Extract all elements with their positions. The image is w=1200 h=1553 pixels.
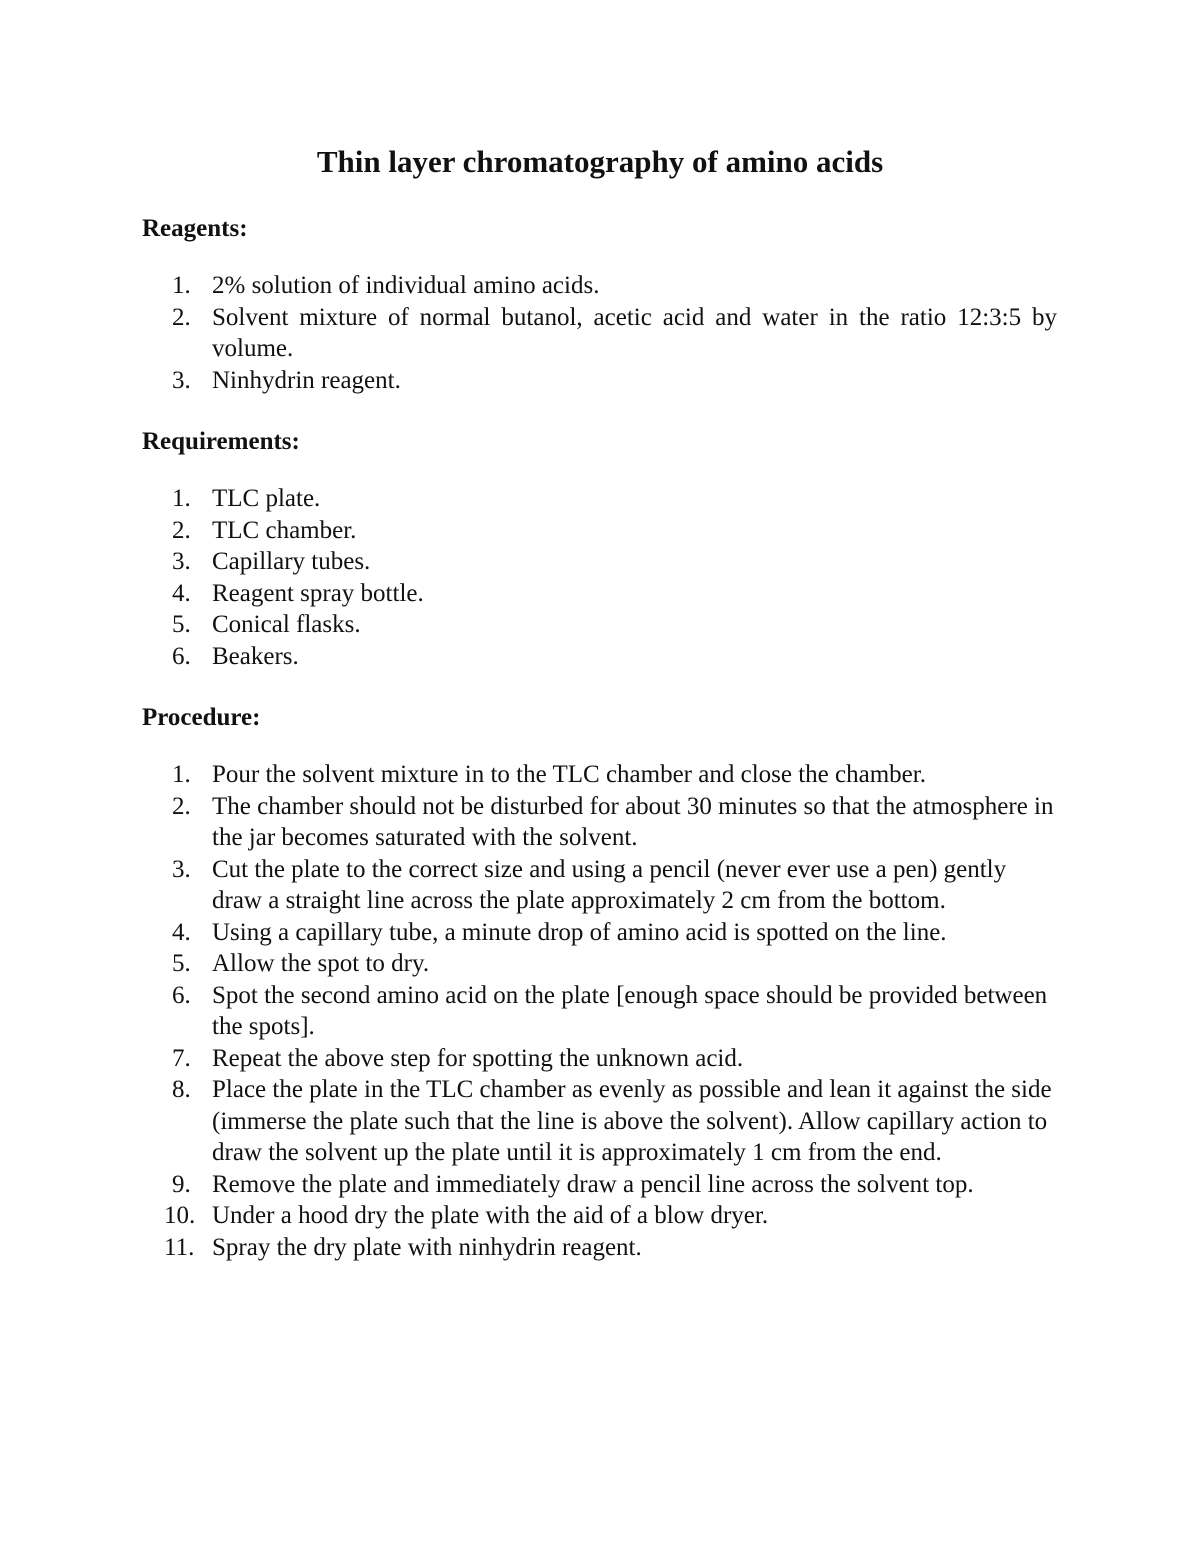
list-item xyxy=(142,791,1057,854)
list-item xyxy=(142,1043,1057,1075)
item-number: 4. xyxy=(172,918,191,946)
item-number: 6. xyxy=(172,642,191,670)
reagents-heading: Reagents: xyxy=(142,215,248,242)
list-item xyxy=(142,483,1057,515)
item-number: 5. xyxy=(172,950,191,977)
item-number: 1. xyxy=(172,485,191,512)
item-number: 2. xyxy=(172,516,191,544)
list-item xyxy=(142,948,1057,980)
item-number: 4. xyxy=(172,579,191,607)
list-item xyxy=(142,854,1057,917)
item-number: 3. xyxy=(172,548,191,575)
list-item xyxy=(142,270,1057,302)
item-text: Repeat the above step for spotting the unknown acid. xyxy=(212,1044,744,1072)
item-text: Remove the plate and immediately draw a pencil line across the solvent top. xyxy=(212,1170,974,1198)
list-item xyxy=(142,641,1057,673)
list-item xyxy=(142,365,1057,397)
list-item xyxy=(142,759,1057,791)
item-number: 3. xyxy=(172,366,191,394)
item-text: TLC chamber. xyxy=(212,516,357,544)
item-text: Solvent mixture of normal butanol, acetic acid and water in the ratio 12:3:5 by volume. xyxy=(212,303,1057,362)
item-number: 9. xyxy=(172,1170,191,1198)
item-number: 1. xyxy=(172,761,191,788)
list-item xyxy=(142,546,1057,578)
procedure-list xyxy=(142,759,1057,1263)
item-number: 7. xyxy=(172,1044,191,1072)
list-item xyxy=(142,609,1057,641)
item-text: Under a hood dry the plate with the aid of a blow dryer. xyxy=(212,1202,769,1229)
item-text: Beakers. xyxy=(212,642,299,670)
list-item xyxy=(142,1074,1057,1169)
item-number: 2. xyxy=(172,303,191,331)
item-number: 8. xyxy=(172,1076,191,1103)
item-text: Spray the dry plate with ninhydrin reagent. xyxy=(212,1233,642,1261)
list-item xyxy=(142,980,1057,1043)
item-text: Reagent spray bottle. xyxy=(212,579,424,607)
item-text: Capillary tubes. xyxy=(212,548,371,575)
list-item xyxy=(142,578,1057,610)
item-text: Cut the plate to the correct size and using a pencil (never ever use a pen) gently draw a straight line across the plate approximately 2 cm from the bottom. xyxy=(212,855,1007,914)
item-text: The chamber should not be disturbed for about 30 minutes so that the atmosphere in the jar becomes saturated with the solvent. xyxy=(212,792,1054,851)
item-text: 2% solution of individual amino acids. xyxy=(212,272,600,299)
item-number: 6. xyxy=(172,981,191,1009)
list-item xyxy=(142,1200,1057,1232)
item-text: Ninhydrin reagent. xyxy=(212,366,401,394)
requirements-heading: Requirements: xyxy=(142,428,300,455)
reagents-list xyxy=(142,270,1057,396)
requirements-list xyxy=(142,483,1057,672)
item-number: 5. xyxy=(172,611,191,638)
list-item xyxy=(142,515,1057,547)
procedure-heading: Procedure: xyxy=(142,704,261,731)
item-text: Conical flasks. xyxy=(212,611,361,638)
item-number: 2. xyxy=(172,792,191,820)
item-number: 10. xyxy=(164,1202,196,1229)
item-text: Spot the second amino acid on the plate [enough space should be provided between the spots]. xyxy=(212,981,1048,1040)
item-number: 3. xyxy=(172,855,191,883)
item-number: 1. xyxy=(172,272,191,299)
list-item xyxy=(142,917,1057,949)
item-text: TLC plate. xyxy=(212,485,321,512)
document-title: Thin layer chromatography of amino acids xyxy=(316,144,884,179)
item-text: Using a capillary tube, a minute drop of amino acid is spotted on the line. xyxy=(212,918,947,946)
list-item xyxy=(142,1232,1057,1264)
item-text: Place the plate in the TLC chamber as evenly as possible and lean it against the side (immerse the plate such that the line is above the solvent). Allow capillary action to draw the solvent up the plate until it is approximately 1 cm from the end. xyxy=(212,1076,1052,1166)
item-text: Allow the spot to dry. xyxy=(212,950,430,977)
item-number: 11. xyxy=(164,1233,195,1261)
list-item xyxy=(142,302,1057,365)
list-item xyxy=(142,1169,1057,1201)
item-text: Pour the solvent mixture in to the TLC chamber and close the chamber. xyxy=(212,761,926,788)
